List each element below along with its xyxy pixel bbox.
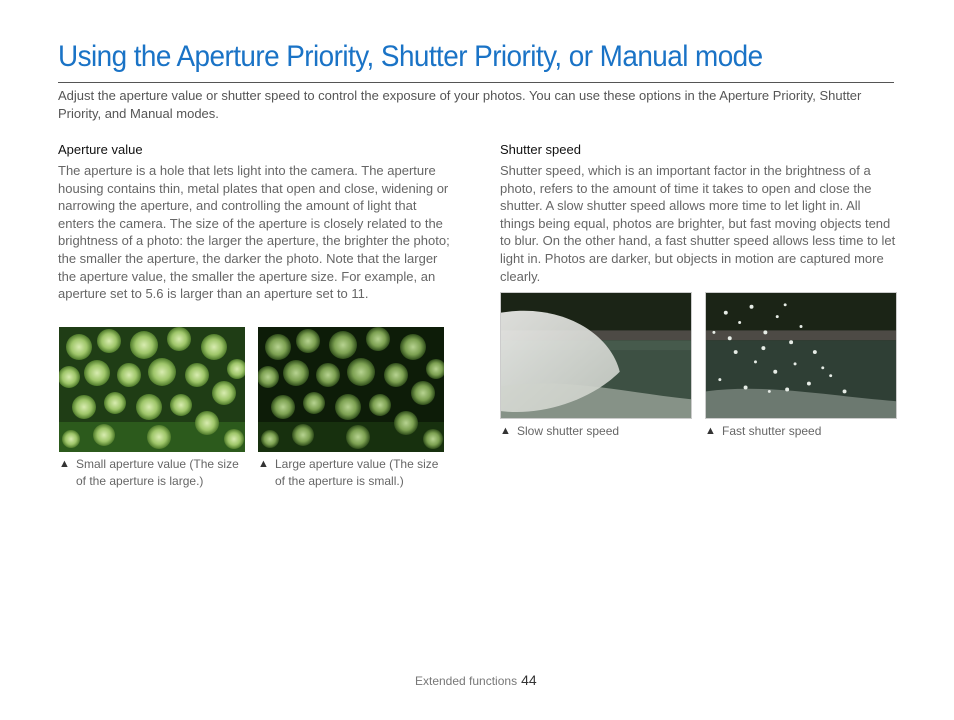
title-divider [58,82,894,83]
shutter-heading: Shutter speed [500,142,581,157]
caption-slow-shutter [500,423,692,440]
triangle-up-icon: ▲ [59,458,70,470]
intro-paragraph: Adjust the aperture value or shutter speed to control the exposure of your photos. You can use these options in the Aperture Priority, Shutter Priority, and Manual modes. [58,88,862,121]
page-number: 44 [521,672,537,688]
caption-text: Slow shutter speed [517,424,620,438]
caption-text: Fast shutter speed [722,424,822,438]
triangle-up-icon: ▲ [500,425,511,437]
caption-small-aperture [59,456,245,490]
page-title: Using the Aperture Priority, Shutter Priority, or Manual mode [58,40,763,73]
footer-section: Extended functions [415,674,518,688]
caption-large-aperture [258,456,448,490]
triangle-up-icon: ▲ [705,425,716,437]
caption-text: Large aperture value (The size of the aperture is small.) [275,457,439,488]
flower-photo-bright [59,327,245,452]
triangle-up-icon: ▲ [258,458,269,470]
fountain-photo-fast [705,292,897,419]
flower-photo-dark [258,327,444,452]
shutter-paragraph: Shutter speed, which is an important factor in the brightness of a photo, refers to the amount of time it takes to open and close the shutter. A slow shutter speed allows more time to let light in. All things being equal, photos are brighter, but fast moving objects tend to blur. On the other hand, a fast shutter speed allows less time to let light in. Photos are darker, but objects in motion are captured more clearly. [500,163,896,284]
page-footer [415,672,537,688]
aperture-heading: Aperture value [58,142,143,157]
caption-text: Small aperture value (The size of the aperture is large.) [76,457,239,488]
caption-fast-shutter [705,423,897,440]
aperture-paragraph: The aperture is a hole that lets light into the camera. The aperture housing contains thin, metal plates that open and close, widening or narrowing the aperture, and controlling the amount of light that enters the camera. The size of the aperture is closely related to the brightness of a photo: the larger the aperture, the brighter the photo; the smaller the aperture, the darker the photo. Note that the larger the aperture value, the smaller the aperture size. For example, an aperture set to 5.6 is larger than an aperture set to 11. [58,163,450,302]
fountain-photo-slow [500,292,692,419]
